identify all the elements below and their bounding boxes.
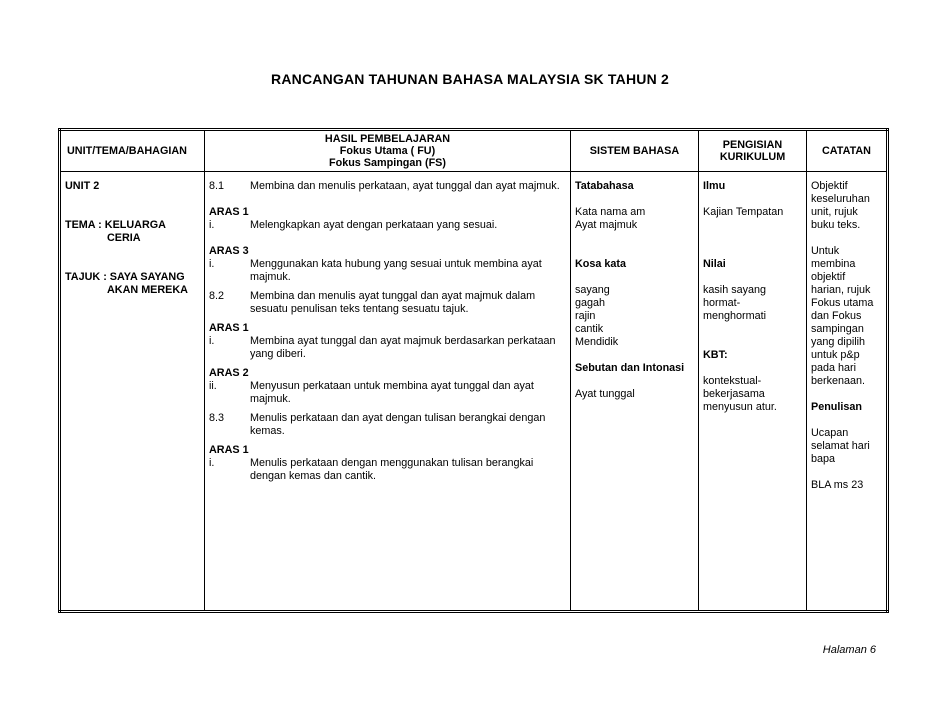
lesson-plan-table	[58, 128, 889, 613]
unit-cell: UNIT 2 TEMA : KELUARGA CERIA TAJUK : SAYA SAYANG AKAN MEREKA	[60, 172, 205, 612]
hasil-cell: 8.1 Membina dan menulis perkataan, ayat tunggal dan ayat majmuk. ARAS 1 i. Melengkapkan ayat dengan perkataan yang sesuai. ARAS 3 i. Menggunakan kata hubung yang sesuai untuk membina ayat majmuk. 8.2 Membina dan menulis ayat tunggal dan ayat majmuk dalam sesuatu penulisan teks tentang sesuatu tajuk. ARAS 1 i. Membina ayat tunggal dan ayat majmuk berdasarkan perkataan yang diberi. ARAS 2 ii. Menyusun perkataan untuk membina ayat tunggal dan ayat majmuk. 8.3 Menulis perkataan dan ayat dengan tulisan berangkai dengan kemas. ARAS 1 i. Menulis perkataan dengan menggunakan tulisan berangkai dengan kemas dan cantik.	[205, 172, 571, 612]
header-hasil: HASIL PEMBELAJARAN Fokus Utama ( FU) Fokus Sampingan (FS)	[205, 130, 571, 172]
standard-8-2: 8.2 Membina dan menulis ayat tunggal dan ayat majmuk dalam sesuatu penulisan teks tentang sesuatu tajuk.	[209, 290, 536, 315]
header-pengisian: PENGISIAN KURIKULUM	[699, 130, 807, 172]
standard-8-3: 8.3 Menulis perkataan dan ayat dengan tulisan berangkai dengan kemas.	[209, 412, 546, 437]
sistem-cell: Tatabahasa Kata nama am Ayat majmuk Kosa kata sayang gagah rajin cantik Mendidik Sebutan dan Intonasi Ayat tunggal	[571, 172, 699, 612]
pengisian-cell: Ilmu Kajian Tempatan Nilai kasih sayang hormat- menghormati KBT: kontekstual- bekerjasama menyusun atur.	[699, 172, 807, 612]
document-title: RANCANGAN TAHUNAN BAHASA MALAYSIA SK TAHUN 2	[271, 71, 669, 87]
catatan-cell: Objektif keseluruhan unit, rujuk buku teks. Untuk membina objektif harian, rujuk Fokus utama dan Fokus sampingan yang dipilih untuk p&p pada hari berkenaan. Penulisan Ucapan selamat hari bapa BLA ms 23	[807, 172, 888, 612]
standard-8-1: 8.1 Membina dan menulis perkataan, ayat tunggal dan ayat majmuk.	[209, 180, 560, 192]
header-catatan: CATATAN	[807, 130, 888, 172]
header-sistem: SISTEM BAHASA	[571, 130, 699, 172]
body-row	[60, 172, 888, 612]
header-row	[60, 130, 888, 172]
header-unit: UNIT/TEMA/BAHAGIAN	[60, 130, 205, 172]
page-number: Halaman 6	[822, 644, 876, 656]
